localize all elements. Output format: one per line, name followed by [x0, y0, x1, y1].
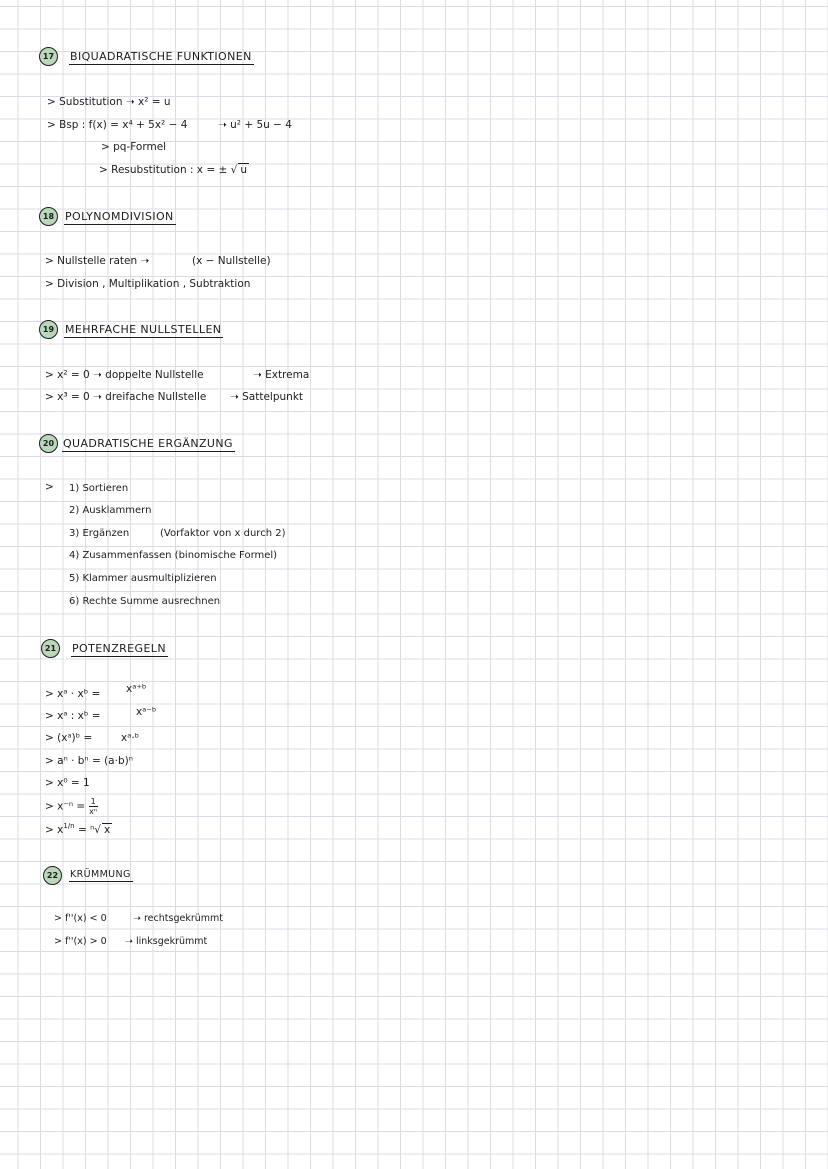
section-title-polynomdivision: POLYNOMDIVISION — [65, 210, 174, 223]
rule-line: > x⁰ = 1 — [45, 777, 90, 789]
root-symbol: ⁿ√ — [90, 824, 101, 836]
rule-lhs: > x⁻ⁿ = — [45, 800, 86, 813]
fraction-denominator: xⁿ — [89, 807, 98, 816]
equals-sign: = — [77, 824, 87, 836]
list-item-note: (Vorfaktor von x durch 2) — [160, 528, 286, 539]
text-line: ➝ u² + 5u − 4 — [218, 119, 292, 131]
rule-base: > x — [45, 824, 64, 836]
text-line: > pq-Formel — [101, 141, 167, 153]
text-line: ➝ rechtsgekrümmt — [133, 913, 223, 924]
radicand: x — [103, 824, 111, 836]
text-line: > f''(x) > 0 — [54, 936, 107, 947]
text-line: ➝ Extrema — [253, 369, 310, 381]
text-line: ➝ Sattelpunkt — [230, 391, 304, 403]
section-title-potenzregeln: POTENZREGELN — [72, 642, 166, 655]
section-number-badge: 17 — [39, 47, 58, 66]
list-item: 6) Rechte Summe ausrechnen — [69, 596, 221, 607]
rule-line: > (xᵃ)ᵇ = — [45, 732, 93, 744]
rule-exponent: 1/n — [63, 822, 75, 830]
list-item: 3) Ergänzen — [69, 528, 130, 539]
text-line: > Division , Multiplikation , Subtraktion — [45, 278, 251, 290]
list-item: 2) Ausklammern — [69, 505, 152, 516]
section-title-mehrfache-nullstellen: MEHRFACHE NULLSTELLEN — [65, 323, 222, 336]
list-item: 4) Zusammenfassen (binomische Formel) — [69, 550, 278, 561]
radicand: u — [240, 164, 247, 176]
section-number-badge: 18 — [39, 207, 58, 226]
rule-line — [45, 822, 112, 836]
rule-line: > xᵃ : xᵇ = — [45, 710, 101, 722]
section-number-badge: 21 — [41, 639, 60, 658]
text-line: > f''(x) < 0 — [54, 913, 107, 924]
text-line: > x³ = 0 ➝ dreifache Nullstelle — [45, 391, 207, 403]
rule-line — [45, 797, 98, 816]
rule-result: xᵃ⁻ᵇ — [136, 706, 157, 718]
rule-result: xᵃ·ᵇ — [121, 732, 140, 744]
list-item: 5) Klammer ausmultiplizieren — [69, 573, 217, 584]
fraction — [89, 797, 98, 816]
list-arrow: > — [45, 481, 54, 493]
fraction-numerator: 1 — [90, 797, 96, 806]
rule-line: > aⁿ · bⁿ = (a·b)ⁿ — [45, 755, 133, 767]
section-number-badge: 20 — [39, 434, 58, 453]
text-line: > Bsp : f(x) = x⁴ + 5x² − 4 — [47, 119, 188, 131]
text-line: ➝ linksgekrümmt — [125, 936, 208, 947]
section-title-kruemmung: KRÜMMUNG — [70, 869, 131, 880]
text-line: > Substitution ➝ x² = u — [47, 96, 171, 108]
list-item: 1) Sortieren — [69, 483, 129, 494]
text-line: > Resubstitution : x = ± √ u — [99, 164, 247, 176]
rule-line: > xᵃ · xᵇ = — [45, 688, 101, 700]
rule-result: xᵃ⁺ᵇ — [126, 683, 147, 695]
text-line: (x − Nullstelle) — [192, 255, 271, 267]
section-title-quadratische-ergaenzung: QUADRATISCHE ERGÄNZUNG — [63, 437, 233, 450]
resubstitution-label: > Resubstitution : x = ± — [99, 164, 228, 176]
section-title-biquadratische-funktionen: BIQUADRATISCHE FUNKTIONEN — [70, 50, 252, 63]
section-number-badge: 19 — [39, 320, 58, 339]
text-line: > x² = 0 ➝ doppelte Nullstelle — [45, 369, 204, 381]
text-line: > Nullstelle raten ➝ — [45, 255, 150, 267]
section-number-badge: 22 — [43, 866, 62, 885]
